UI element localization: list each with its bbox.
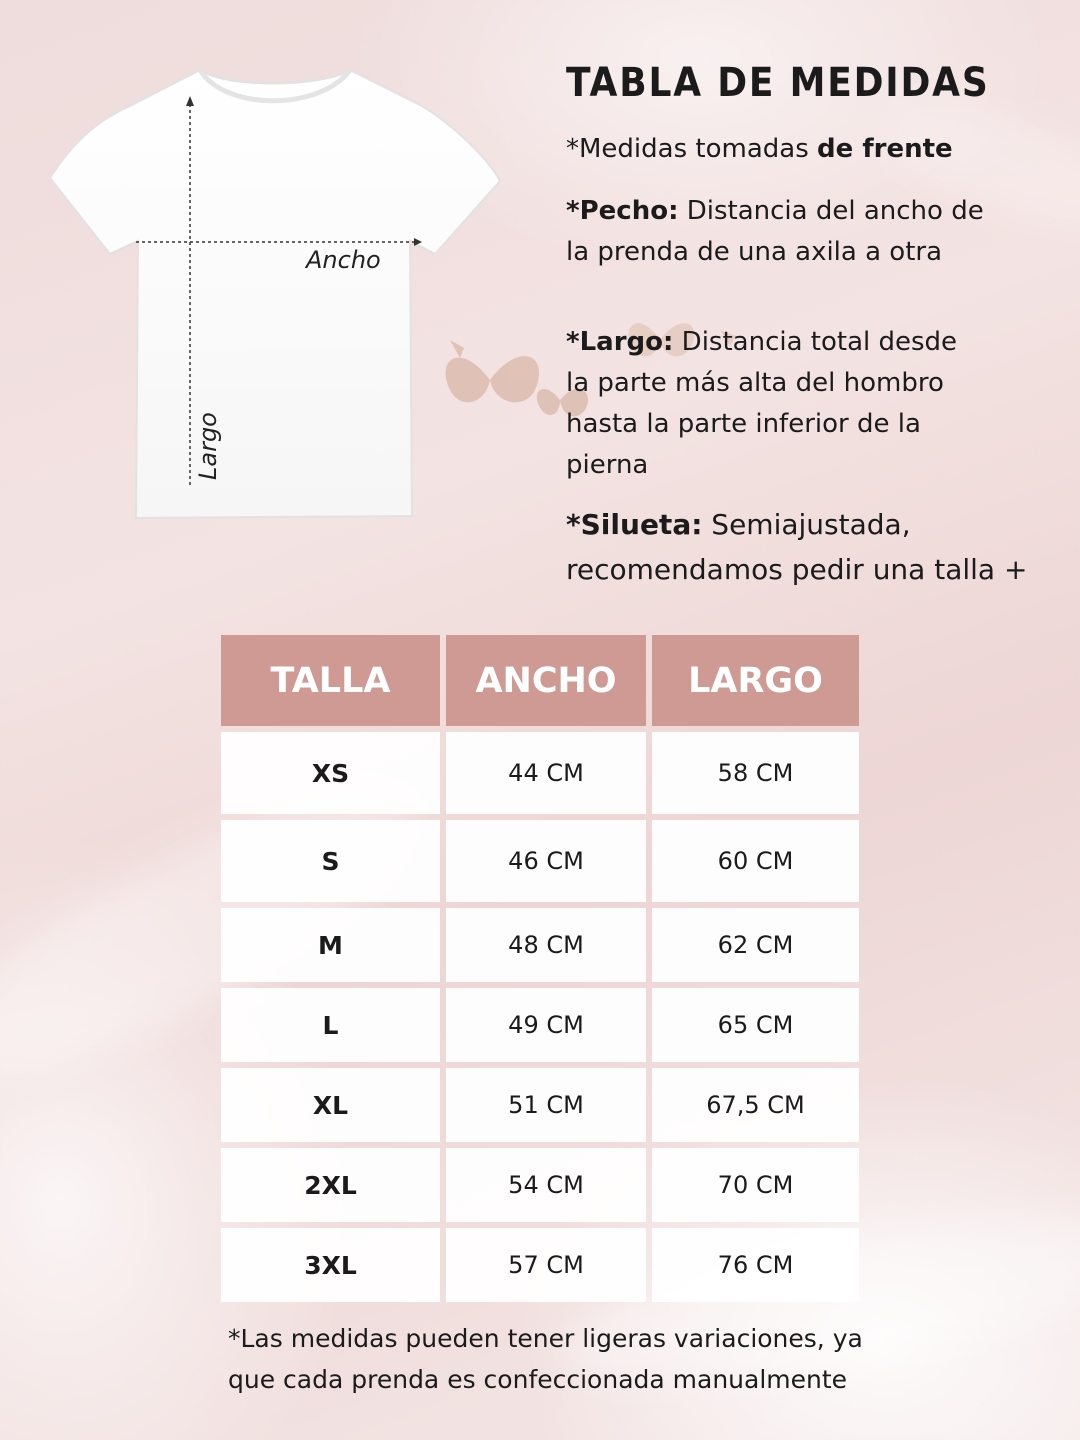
header-ancho: ANCHO bbox=[446, 635, 646, 726]
page-title: TABLA DE MEDIDAS bbox=[566, 60, 990, 106]
ancho-cell: 49 CM bbox=[446, 988, 646, 1062]
intro-note: *Medidas tomadas de frente bbox=[566, 134, 953, 164]
header-talla: TALLA bbox=[221, 635, 440, 726]
table-row bbox=[221, 1148, 859, 1222]
size-cell: 2XL bbox=[221, 1148, 440, 1222]
table-row bbox=[221, 732, 859, 814]
footnote: *Las medidas pueden tener ligeras variaciones, ya que cada prenda es confeccionada manualmente bbox=[228, 1324, 863, 1394]
ancho-cell: 51 CM bbox=[446, 1068, 646, 1142]
size-table bbox=[221, 635, 859, 1302]
largo-cell: 76 CM bbox=[652, 1228, 859, 1302]
table-header bbox=[221, 635, 859, 726]
ancho-cell: 57 CM bbox=[446, 1228, 646, 1302]
silueta-description: *Silueta: Semiajustada, recomendamos pedir una talla + bbox=[566, 508, 1028, 586]
largo-cell: 62 CM bbox=[652, 908, 859, 982]
size-cell: L bbox=[221, 988, 440, 1062]
table-row bbox=[221, 988, 859, 1062]
size-cell: 3XL bbox=[221, 1228, 440, 1302]
table-row bbox=[221, 1068, 859, 1142]
ancho-cell: 44 CM bbox=[446, 732, 646, 814]
size-cell: S bbox=[221, 820, 440, 902]
largo-cell: 70 CM bbox=[652, 1148, 859, 1222]
ancho-cell: 54 CM bbox=[446, 1148, 646, 1222]
size-cell: M bbox=[221, 908, 440, 982]
largo-description: *Largo: Distancia total desde la parte más alta del hombro hasta la parte inferior de la pierna bbox=[566, 327, 958, 480]
tshirt-diagram bbox=[50, 66, 502, 524]
largo-cell: 60 CM bbox=[652, 820, 859, 902]
table-row bbox=[221, 908, 859, 982]
width-label: Ancho bbox=[306, 246, 381, 274]
largo-cell: 65 CM bbox=[652, 988, 859, 1062]
size-cell: XL bbox=[221, 1068, 440, 1142]
size-cell: XS bbox=[221, 732, 440, 814]
table-row bbox=[221, 820, 859, 902]
table-row bbox=[221, 1228, 859, 1302]
largo-cell: 58 CM bbox=[652, 732, 859, 814]
ancho-cell: 48 CM bbox=[446, 908, 646, 982]
length-label: Largo bbox=[194, 412, 222, 480]
ancho-cell: 46 CM bbox=[446, 820, 646, 902]
largo-cell: 67,5 CM bbox=[652, 1068, 859, 1142]
header-largo: LARGO bbox=[652, 635, 859, 726]
pecho-description: *Pecho: Distancia del ancho de la prenda de una axila a otra bbox=[566, 196, 984, 267]
